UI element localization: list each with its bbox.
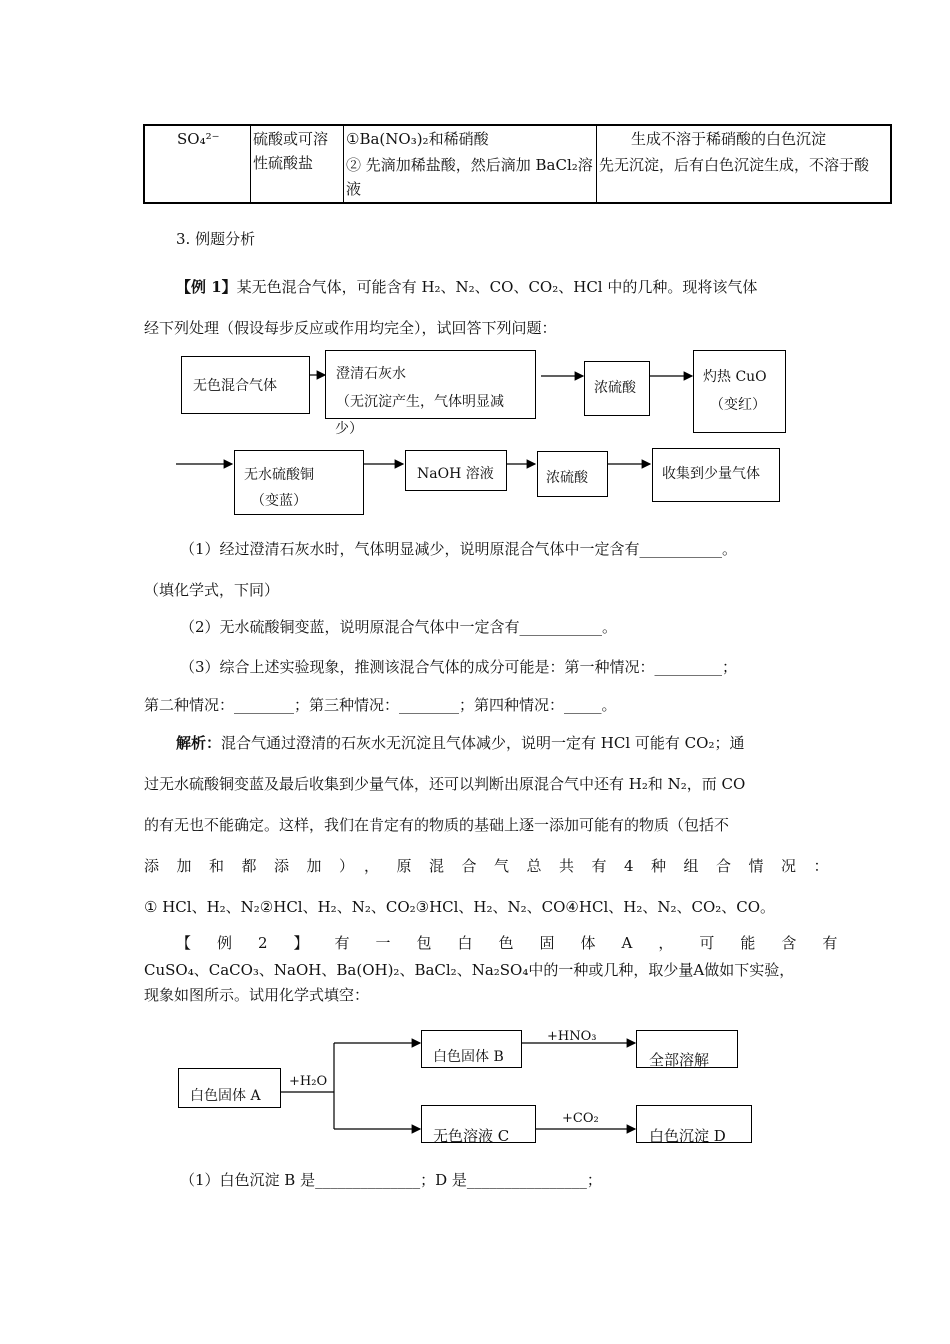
- flow-box-hot-cuo: 灼热 CuO （变红）: [693, 350, 786, 433]
- flow-box-collect-gas: 收集到少量气体: [652, 448, 780, 502]
- section-title: 3. 例题分析: [176, 230, 256, 248]
- box-colorless-solution-c: 无色溶液 C: [421, 1105, 536, 1143]
- ex1-question-3-line2: 第二种情况：________；第三种情况：________；第四种情况：_____。: [144, 696, 617, 714]
- example1-label: 【例 1】: [176, 278, 237, 296]
- flow-box-naoh: NaOH 溶液: [405, 450, 507, 491]
- example2-intro-line3: 现象如图所示。试用化学式填空：: [144, 986, 370, 1004]
- flow-box-conc-sulfuric-2: 浓硫酸: [537, 451, 608, 497]
- box-fully-dissolved: 全部溶解: [636, 1030, 738, 1068]
- example2-intro-line1: 【例2】有一包白色固体A，可能含有: [176, 934, 864, 952]
- ex1-question-2: （2）无水硫酸铜变蓝，说明原混合气体中一定含有___________。: [180, 618, 618, 636]
- ex1-question-1-note: （填化学式，下同）: [144, 581, 280, 599]
- example1-intro-line1: 【例 1】某无色混合气体，可能含有 H₂、N₂、CO、CO₂、HCl 中的几种。现将该气体: [176, 278, 758, 296]
- phenomenon-cell-2: 先无沉淀，后有白色沉淀生成，不溶于酸: [597, 152, 892, 203]
- ex1-question-1: （1）经过澄清石灰水时，气体明显减少，说明原混合气体中一定含有___________。: [180, 540, 738, 558]
- analysis-line4: 添加和都添加），原混合气总共有4种组合情况：: [144, 857, 847, 875]
- box-white-solid-a: 白色固体 A: [178, 1068, 281, 1108]
- method-cell-1: ①Ba(NO₃)₂和稀硝酸: [344, 125, 597, 152]
- flow-box-limewater: 澄清石灰水 （无沉淀产生，气体明显减: [325, 350, 536, 419]
- reagent-class-cell: 硫酸或可溶性硫酸盐: [251, 125, 344, 203]
- example1-intro-line2: 经下列处理（假设每步反应或作用均完全），试回答下列问题：: [144, 319, 557, 337]
- box-white-solid-b: 白色固体 B: [421, 1030, 522, 1068]
- phenomenon-cell-1: 生成不溶于稀硝酸的白色沉淀: [597, 125, 892, 152]
- analysis-line5: ① HCl、H₂、N₂②HCl、H₂、N₂、CO₂③HCl、H₂、N₂、CO④HCl、H₂、N₂、CO₂、CO。: [144, 898, 776, 916]
- flow-box-conc-sulfuric-1: 浓硫酸: [584, 361, 650, 416]
- analysis-label: 解析：: [176, 734, 222, 752]
- method-cell-2: ② 先滴加稀盐酸，然后滴加 BaCl₂溶液: [344, 152, 597, 203]
- label-add-water: +H₂O: [289, 1074, 328, 1089]
- limewater-note-tail: 少）: [335, 421, 363, 437]
- analysis-line1: 解析：混合气通过澄清的石灰水无沉淀且气体减少，说明一定有 HCl 可能有 CO₂；通: [176, 734, 745, 752]
- flow-box-anhydrous-cuso4: 无水硫酸铜 （变蓝）: [234, 450, 364, 515]
- label-add-hno3: +HNO₃: [547, 1029, 597, 1044]
- analysis-line2: 过无水硫酸铜变蓝及最后收集到少量气体，还可以判断出原混合气中还有 H₂和 N₂，而 CO: [144, 775, 746, 793]
- box-white-precipitate-d: 白色沉淀 D: [636, 1105, 752, 1143]
- flow-box-mixed-gas: 无色混合气体: [181, 356, 310, 414]
- ex1-question-3-line1: （3）综合上述实验现象，推测该混合气体的成分可能是：第一种情况：_________；: [180, 658, 738, 676]
- analysis-line3: 的有无也不能确定。这样，我们在肯定有的物质的基础上逐一添加可能有的物质（包括不: [144, 816, 730, 834]
- ion-formula: SO₄²⁻: [177, 130, 220, 148]
- example2-intro-line2: CuSO₄、CaCO₃、NaOH、Ba(OH)₂、BaCl₂、Na₂SO₄中的一种或几种，取少量A做如下实验，: [144, 961, 795, 979]
- label-add-co2: +CO₂: [562, 1111, 599, 1126]
- ex2-question-1: （1）白色沉淀 B 是______________；D 是________________；: [180, 1171, 602, 1189]
